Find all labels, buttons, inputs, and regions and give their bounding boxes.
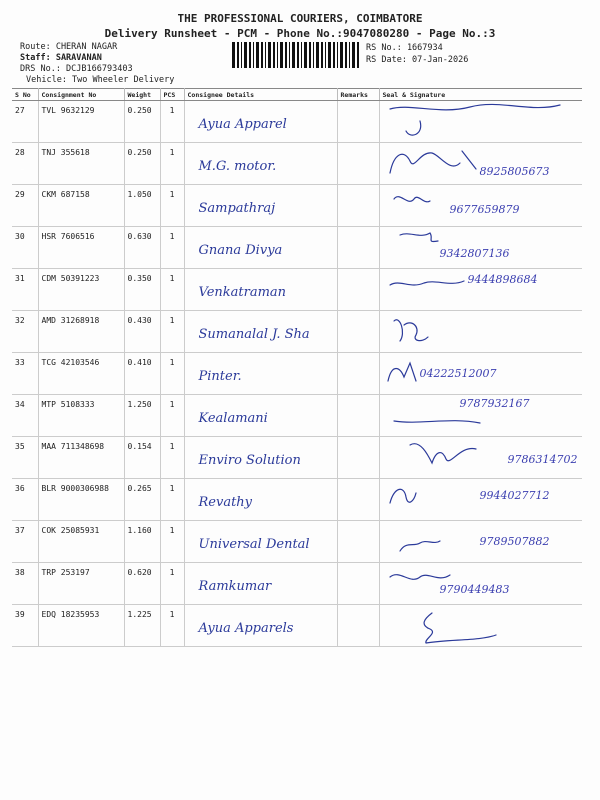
- cell-weight: 0.250: [124, 143, 160, 185]
- runsheet-subtitle: Delivery Runsheet - PCM - Phone No.:9047080280 - Page No.:3: [104, 27, 496, 40]
- cell-sno: 39: [12, 605, 38, 647]
- consignee-handwriting: Ramkumar: [198, 579, 272, 594]
- cell-consignment-no: COK 25085931: [38, 521, 124, 563]
- signature-phone-text: 9790449483: [439, 583, 510, 596]
- cell-pcs: 1: [160, 101, 184, 143]
- cell-pcs: 1: [160, 479, 184, 521]
- cell-pcs: 1: [160, 185, 184, 227]
- runsheet-title: THE PROFESSIONAL COURIERS, COIMBATORE: [177, 12, 423, 25]
- cell-sno: 31: [12, 269, 38, 311]
- signature-phone-text: 9789507882: [479, 535, 550, 548]
- cell-sno: 34: [12, 395, 38, 437]
- cell-signature: [379, 101, 582, 143]
- signature-phone-text: 04222512007: [419, 367, 497, 380]
- cell-remarks: [337, 521, 379, 563]
- cell-sno: 29: [12, 185, 38, 227]
- consignee-handwriting: Enviro Solution: [198, 453, 301, 468]
- route-label: Route: CHERAN NAGAR: [20, 42, 118, 52]
- cell-signature: [379, 143, 582, 185]
- cell-sno: 32: [12, 311, 38, 353]
- table-row: [12, 479, 582, 521]
- cell-consignment-no: EDQ 18235953: [38, 605, 124, 647]
- table-row: [12, 311, 582, 353]
- cell-weight: 1.050: [124, 185, 160, 227]
- cell-consignment-no: MTP 5108333: [38, 395, 124, 437]
- cell-remarks: [337, 437, 379, 479]
- cell-consignee: [184, 353, 337, 395]
- signature-phone-text: 9444898684: [467, 273, 538, 286]
- cell-signature: [379, 395, 582, 437]
- cell-weight: 0.630: [124, 227, 160, 269]
- cell-weight: 0.350: [124, 269, 160, 311]
- cell-consignment-no: BLR 9000306988: [38, 479, 124, 521]
- cell-consignee: [184, 101, 337, 143]
- col-header-pcs: PCS: [160, 89, 184, 101]
- consignee-handwriting: Pinter.: [198, 369, 242, 384]
- col-header-consignee: Consignee Details: [184, 89, 337, 101]
- cell-signature: [379, 437, 582, 479]
- cell-pcs: 1: [160, 143, 184, 185]
- cell-pcs: 1: [160, 521, 184, 563]
- table-row: [12, 563, 582, 605]
- signature-phone-text: 9677659879: [449, 203, 520, 216]
- cell-signature: [379, 605, 582, 647]
- consignee-handwriting: M.G. motor.: [198, 159, 277, 174]
- cell-consignee: [184, 227, 337, 269]
- staff-label: Staff: SARAVANAN: [20, 53, 102, 63]
- cell-sno: 36: [12, 479, 38, 521]
- cell-weight: 1.225: [124, 605, 160, 647]
- runsheet-table: [12, 88, 582, 647]
- cell-signature: [379, 269, 582, 311]
- table-row: [12, 437, 582, 479]
- consignee-handwriting: Revathy: [198, 495, 253, 510]
- cell-remarks: [337, 269, 379, 311]
- rs-number: RS No.: 1667934: [366, 43, 443, 53]
- cell-consignment-no: CKM 687158: [38, 185, 124, 227]
- cell-signature: [379, 185, 582, 227]
- cell-pcs: 1: [160, 353, 184, 395]
- cell-weight: 1.250: [124, 395, 160, 437]
- cell-consignee: [184, 521, 337, 563]
- cell-consignee: [184, 311, 337, 353]
- cell-remarks: [337, 479, 379, 521]
- signature-phone-text: 9944027712: [479, 489, 550, 502]
- signature-scribble: [380, 311, 583, 353]
- table-row: [12, 395, 582, 437]
- table-row: [12, 227, 582, 269]
- cell-consignment-no: TCG 42103546: [38, 353, 124, 395]
- cell-consignee: [184, 479, 337, 521]
- cell-signature: [379, 311, 582, 353]
- signature-phone-text: 8925805673: [479, 165, 550, 178]
- consignee-handwriting: Ayua Apparel: [198, 117, 287, 132]
- cell-signature: [379, 479, 582, 521]
- cell-weight: 0.410: [124, 353, 160, 395]
- cell-consignee: [184, 143, 337, 185]
- cell-weight: 0.265: [124, 479, 160, 521]
- cell-remarks: [337, 395, 379, 437]
- table-row: [12, 269, 582, 311]
- barcode-image: [232, 42, 362, 68]
- cell-signature: [379, 521, 582, 563]
- cell-remarks: [337, 353, 379, 395]
- cell-remarks: [337, 563, 379, 605]
- cell-consignee: [184, 437, 337, 479]
- cell-sno: 38: [12, 563, 38, 605]
- cell-consignment-no: TRP 253197: [38, 563, 124, 605]
- consignee-handwriting: Kealamani: [198, 411, 268, 426]
- cell-weight: 0.154: [124, 437, 160, 479]
- table-row: [12, 185, 582, 227]
- table-header-row: [12, 89, 582, 101]
- cell-sno: 30: [12, 227, 38, 269]
- cell-signature: [379, 227, 582, 269]
- cell-pcs: 1: [160, 311, 184, 353]
- table-row: [12, 143, 582, 185]
- cell-consignee: [184, 269, 337, 311]
- consignee-handwriting: Gnana Divya: [198, 243, 283, 258]
- table-row: [12, 353, 582, 395]
- signature-scribble: [380, 101, 583, 143]
- consignee-handwriting: Universal Dental: [198, 537, 310, 552]
- cell-pcs: 1: [160, 437, 184, 479]
- cell-pcs: 1: [160, 563, 184, 605]
- consignee-handwriting: Sumanalal J. Sha: [198, 327, 310, 342]
- cell-sno: 27: [12, 101, 38, 143]
- cell-remarks: [337, 605, 379, 647]
- cell-signature: [379, 353, 582, 395]
- cell-consignment-no: MAA 711348698: [38, 437, 124, 479]
- cell-pcs: 1: [160, 269, 184, 311]
- signature-scribble: [380, 143, 583, 185]
- cell-consignment-no: AMD 31268918: [38, 311, 124, 353]
- consignee-handwriting: Ayua Apparels: [198, 621, 294, 636]
- cell-sno: 37: [12, 521, 38, 563]
- cell-consignment-no: HSR 7606516: [38, 227, 124, 269]
- col-header-sno: S No: [12, 89, 38, 101]
- cell-consignee: [184, 563, 337, 605]
- cell-pcs: 1: [160, 605, 184, 647]
- cell-consignment-no: CDM 50391223: [38, 269, 124, 311]
- cell-remarks: [337, 227, 379, 269]
- vehicle-label: Vehicle: Two Wheeler Delivery: [26, 75, 175, 85]
- cell-sno: 33: [12, 353, 38, 395]
- cell-sno: 28: [12, 143, 38, 185]
- cell-remarks: [337, 185, 379, 227]
- cell-weight: 0.250: [124, 101, 160, 143]
- cell-remarks: [337, 143, 379, 185]
- signature-phone-text: 9787932167: [459, 397, 530, 410]
- cell-signature: [379, 563, 582, 605]
- col-header-weight: Weight: [124, 89, 160, 101]
- consignee-handwriting: Sampathraj: [198, 201, 276, 216]
- table-row: [12, 605, 582, 647]
- cell-pcs: 1: [160, 395, 184, 437]
- cell-consignment-no: TNJ 355618: [38, 143, 124, 185]
- signature-phone-text: 9342807136: [439, 247, 510, 260]
- table-row: [12, 521, 582, 563]
- col-header-consignment: Consignment No: [38, 89, 124, 101]
- cell-consignee: [184, 605, 337, 647]
- cell-sno: 35: [12, 437, 38, 479]
- drs-number: DRS No.: DCJB166793403: [20, 64, 133, 74]
- cell-pcs: 1: [160, 227, 184, 269]
- cell-remarks: [337, 311, 379, 353]
- cell-consignment-no: TVL 9632129: [38, 101, 124, 143]
- cell-weight: 0.620: [124, 563, 160, 605]
- cell-consignee: [184, 395, 337, 437]
- consignee-handwriting: Venkatraman: [198, 285, 287, 300]
- signature-scribble: [380, 605, 583, 647]
- signature-phone-text: 9786314702: [507, 453, 578, 466]
- cell-consignee: [184, 185, 337, 227]
- cell-remarks: [337, 101, 379, 143]
- rs-date: RS Date: 07-Jan-2026: [366, 55, 469, 65]
- table-row: [12, 101, 582, 143]
- cell-weight: 1.160: [124, 521, 160, 563]
- cell-weight: 0.430: [124, 311, 160, 353]
- col-header-signature: Seal & Signature: [379, 89, 582, 101]
- col-header-remarks: Remarks: [337, 89, 379, 101]
